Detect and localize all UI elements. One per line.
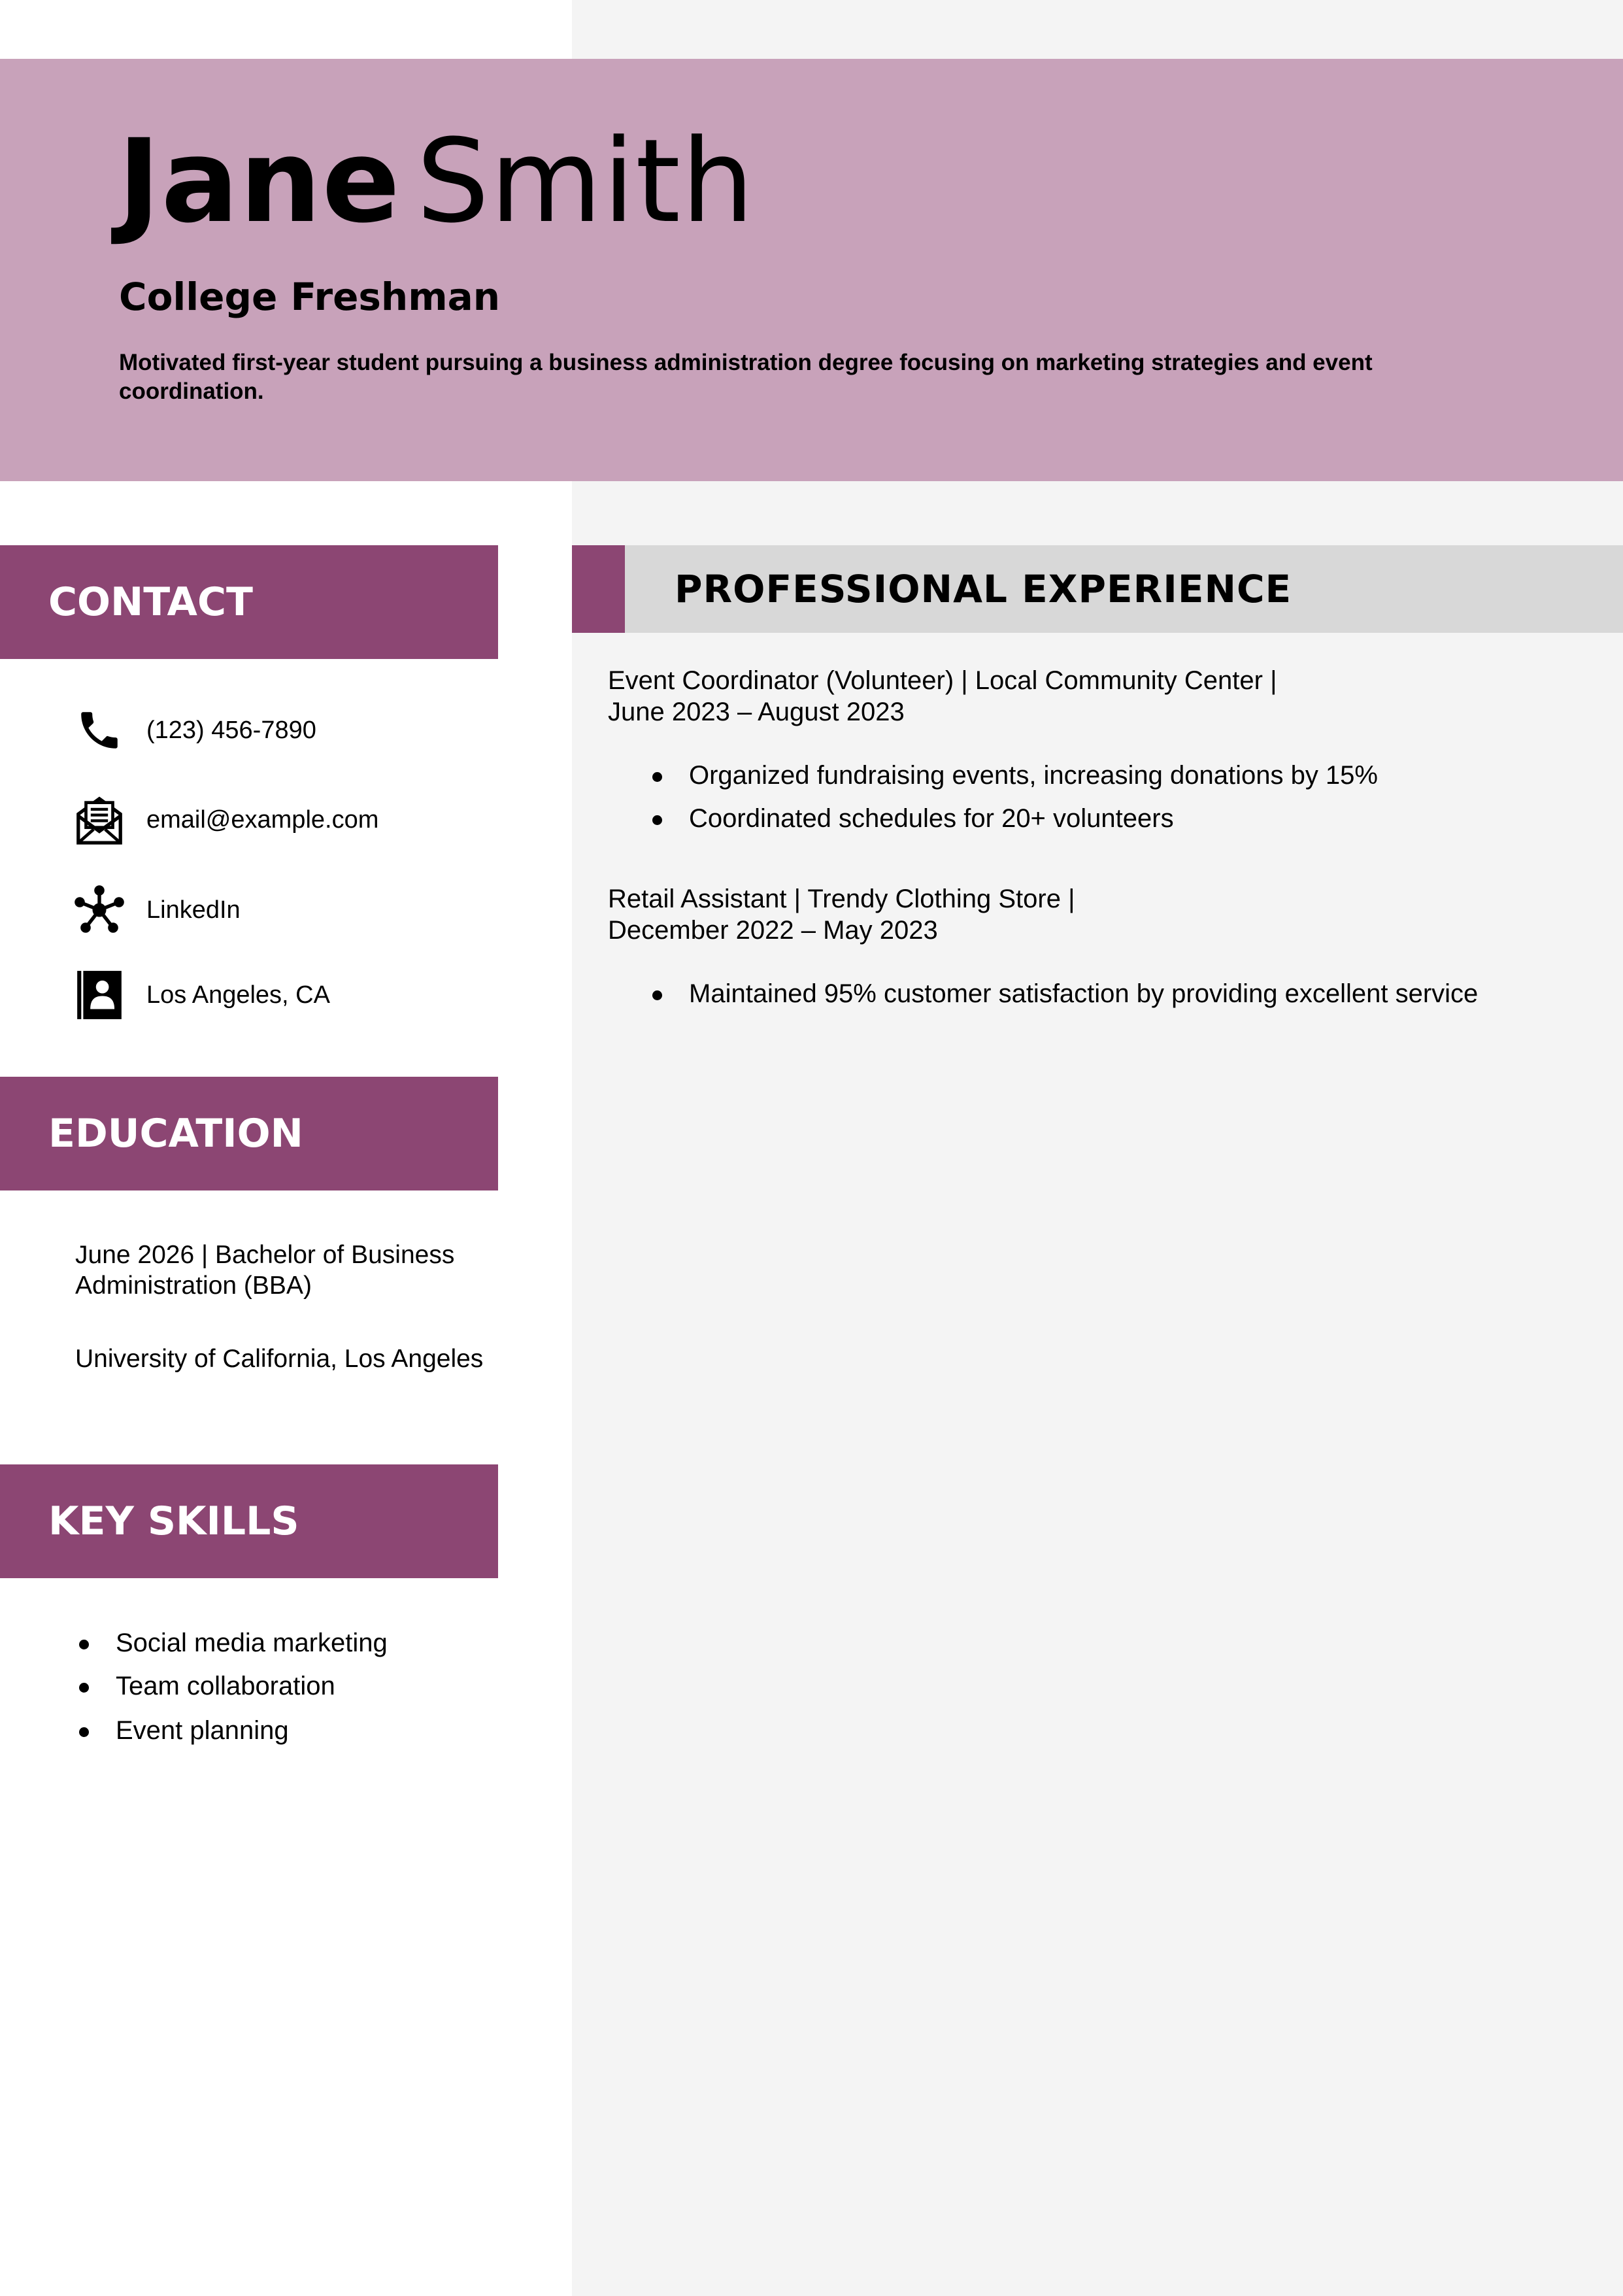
education-degree: June 2026 | Bachelor of Business Administration (BBA): [75, 1241, 455, 1300]
job-dates: December 2022 – May 2023: [608, 916, 938, 945]
summary-text: Motivated first-year student pursuing a business administration degree focusing on marketing strategies and event coordination.: [119, 350, 1373, 404]
education-school: University of California, Los Angeles: [75, 1345, 484, 1373]
experience-heading: PROFESSIONAL EXPERIENCE: [675, 567, 1292, 611]
job-bullet: Maintained 95% customer satisfaction by providing excellent service: [648, 979, 1596, 1009]
contact-linkedin[interactable]: [73, 884, 241, 936]
skill-item: Team collaboration: [75, 1671, 494, 1701]
phone-icon: [73, 704, 125, 756]
envelope-icon: [73, 794, 125, 846]
phone-text: (123) 456-7890: [146, 716, 316, 744]
candidate-title: College Freshman: [119, 275, 501, 319]
education-heading: EDUCATION: [0, 1077, 498, 1190]
contact-heading: CONTACT: [0, 545, 498, 659]
skill-item: Event planning: [75, 1715, 494, 1746]
contact-email[interactable]: [73, 794, 378, 846]
job-bullet: Organized fundraising events, increasing donations by 15%: [648, 760, 1596, 790]
location-text: Los Angeles, CA: [146, 981, 330, 1009]
experience-heading-bar: [572, 545, 1623, 633]
last-name: Smith: [416, 114, 755, 248]
linkedin-text: LinkedIn: [146, 896, 241, 924]
candidate-name: [118, 114, 755, 248]
job-bullets: [648, 979, 1596, 1022]
job-bullet: Coordinated schedules for 20+ volunteers: [648, 803, 1596, 834]
contact-phone[interactable]: [73, 704, 316, 756]
job-dates: June 2023 – August 2023: [608, 698, 905, 726]
skills-list: [75, 1628, 494, 1759]
email-text: email@example.com: [146, 805, 379, 834]
contact-location[interactable]: [73, 969, 330, 1021]
job-title-line: Event Coordinator (Volunteer) | Local Community Center |: [608, 666, 1277, 695]
first-name: Jane: [118, 114, 401, 248]
skills-heading: KEY SKILLS: [0, 1464, 498, 1578]
network-icon: [73, 884, 125, 936]
skill-item: Social media marketing: [75, 1628, 494, 1658]
job-title-line: Retail Assistant | Trendy Clothing Store |: [608, 885, 1075, 913]
address-book-icon: [73, 969, 125, 1021]
experience-heading-accent: [572, 545, 625, 633]
job-bullets: [648, 760, 1596, 847]
